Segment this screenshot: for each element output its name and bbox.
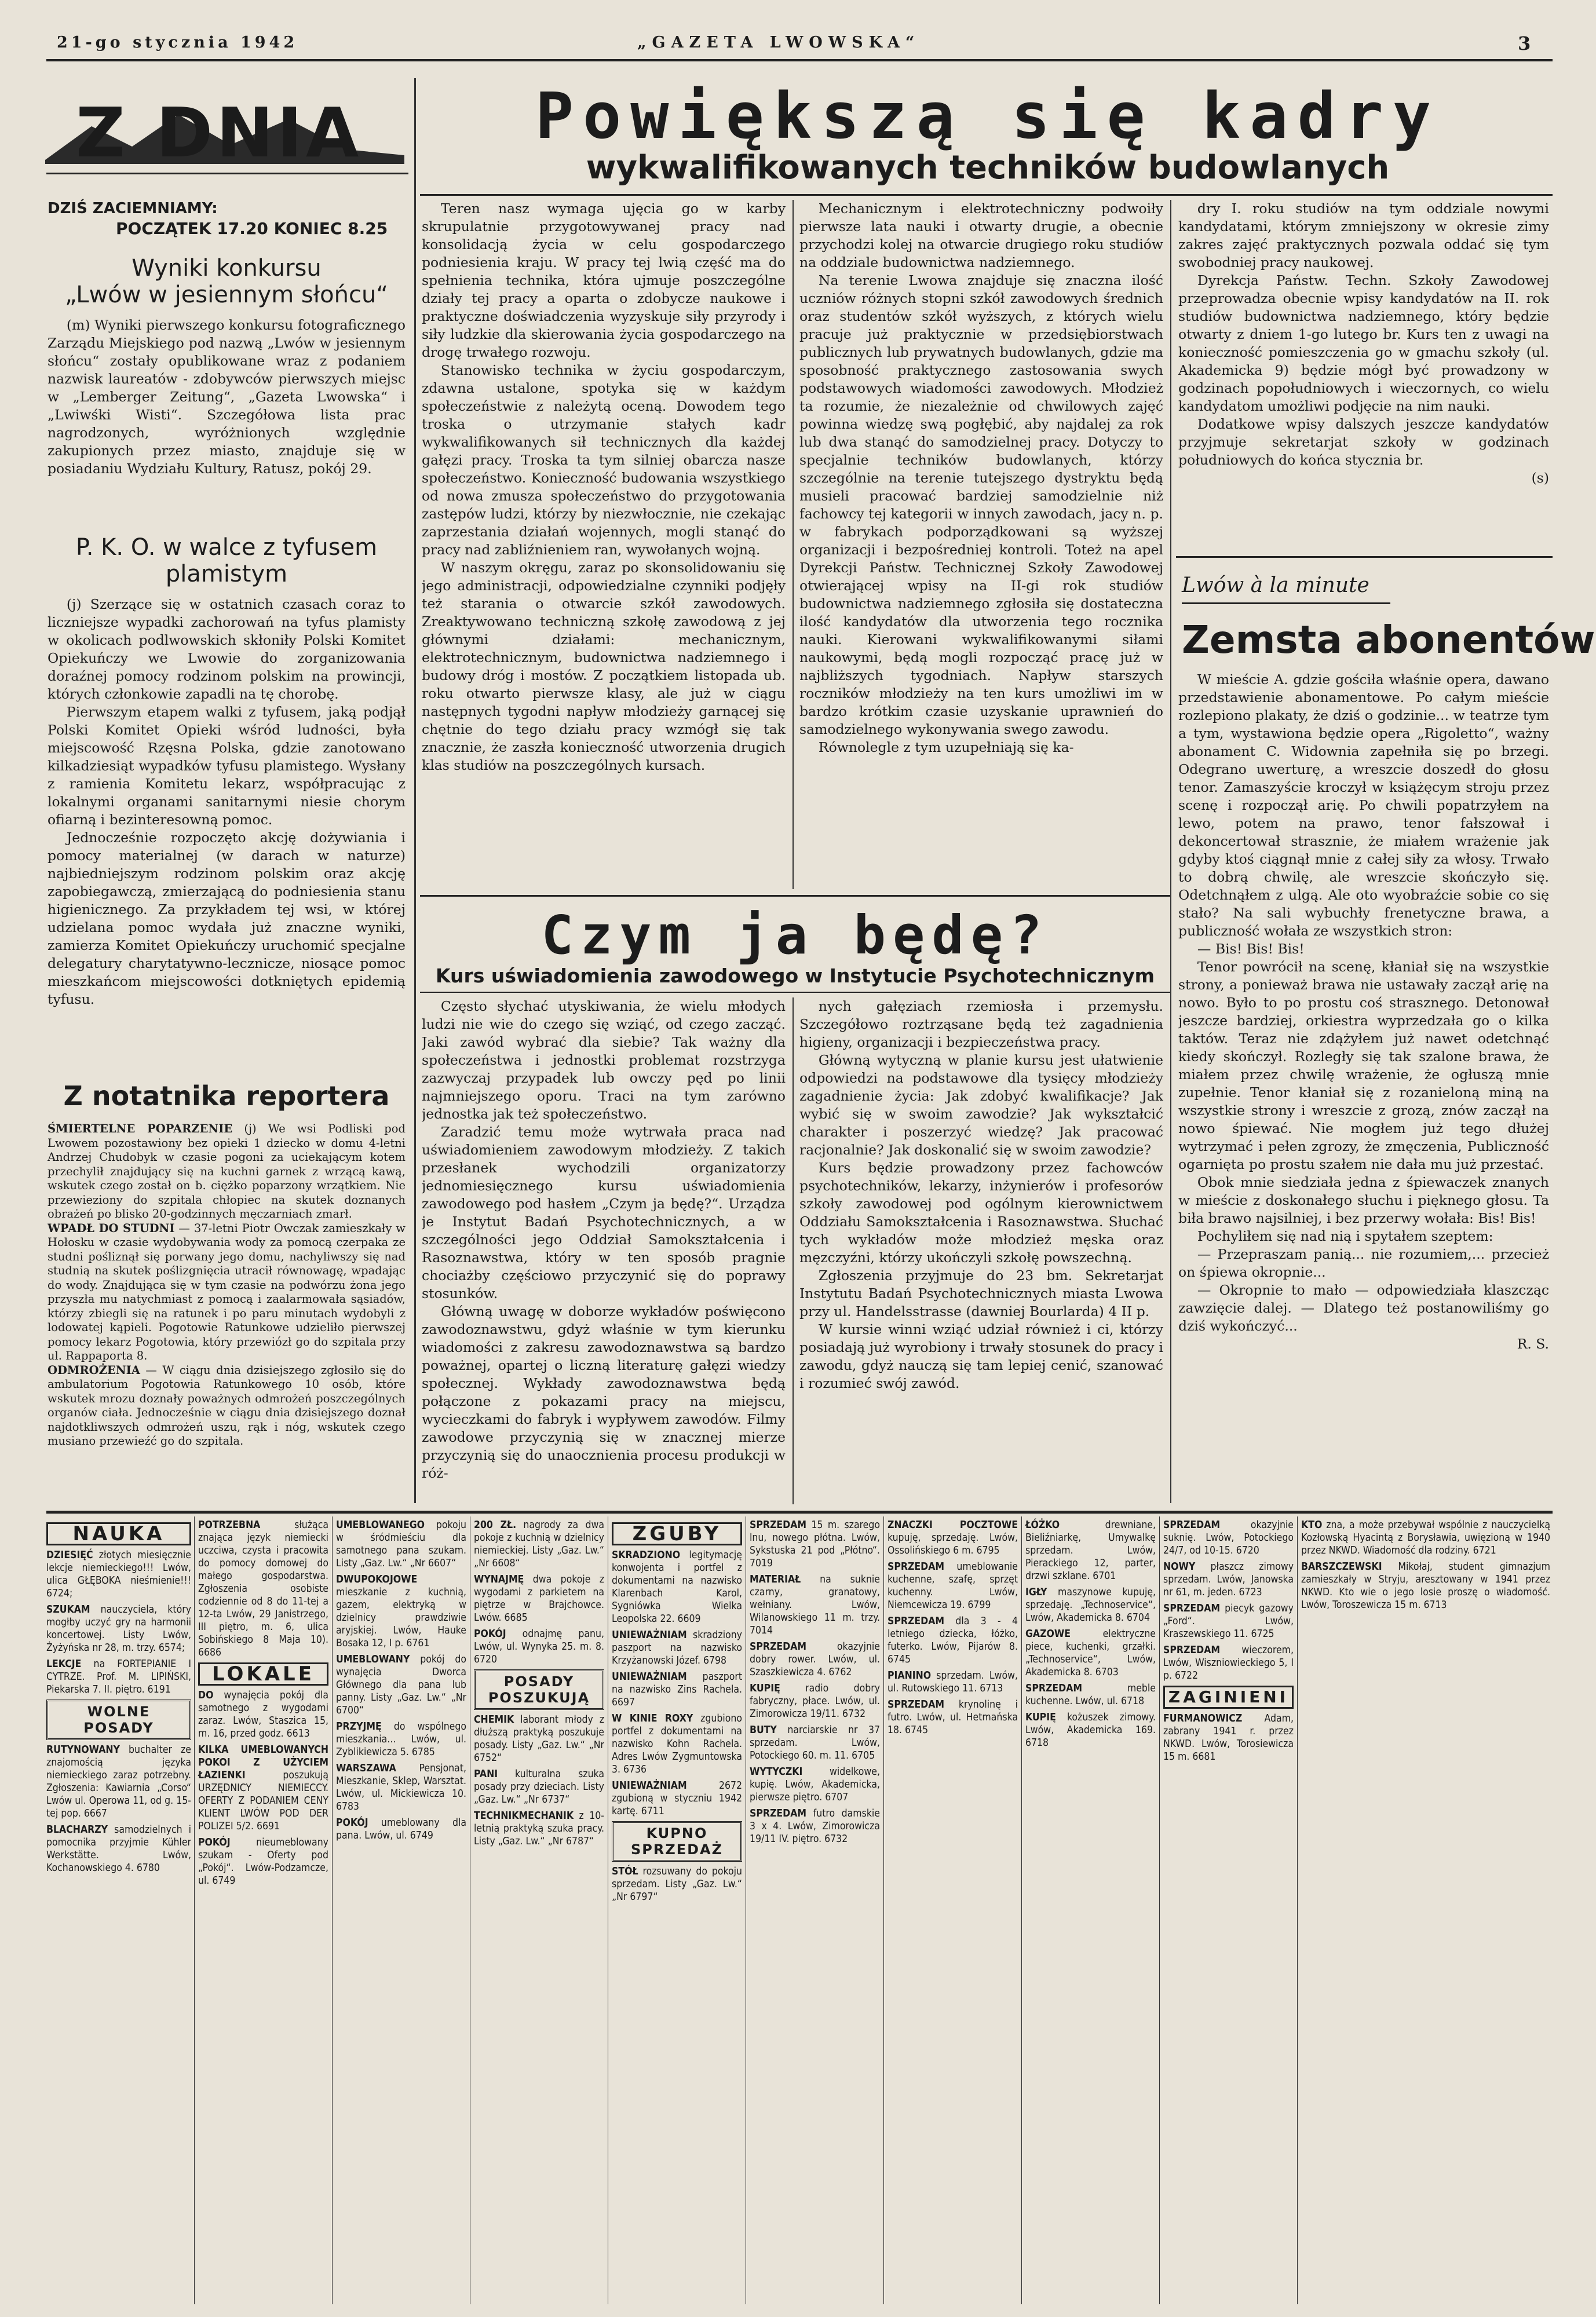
ad-head: SPRZEDAM bbox=[1163, 1644, 1221, 1656]
konkurs-title-1: Wyniki konkursu bbox=[132, 255, 322, 282]
ad-head: BARSZCZEWSKI bbox=[1301, 1561, 1382, 1573]
ad-item bbox=[888, 1519, 1018, 1557]
ad-item bbox=[198, 1519, 328, 1659]
ad-item bbox=[750, 1724, 880, 1762]
ad-text: płaszcz zimowy sprzedam. Lwów, Janowska nr 61, m. jeden. 6723 bbox=[1163, 1561, 1294, 1598]
ad-head: POTRZEBNA bbox=[198, 1519, 261, 1531]
ad-head: UNIEWAŻNIAM bbox=[612, 1671, 687, 1683]
ad-text: laborant młody z dłuższą praktyką poszukuje posady. Listy „Gaz. Lw.“ „Nr 6752“ bbox=[474, 1714, 604, 1764]
ad-head: ZNACZKI POCZTOWE bbox=[888, 1519, 1018, 1531]
ad-text: kupuję, sprzedaję. Lwów, Ossolińskiego 6 m. 6795 bbox=[888, 1532, 1018, 1556]
top-rule bbox=[46, 59, 1553, 61]
ads-box-zguby: ZGUBY bbox=[612, 1522, 742, 1545]
zemsta-p2: — Bis! Bis! Bis! bbox=[1197, 941, 1305, 957]
ad-text: paszport na nazwisko Zins Rachela. 6697 bbox=[612, 1671, 742, 1708]
page-number: 3 bbox=[1518, 32, 1535, 54]
ad-head: KILKA UMEBLOWANYCH POKOI Z UŻYCIEM ŁAZIENKI bbox=[198, 1744, 328, 1781]
ad-text: do wspólnego mieszkania... Lwów, ul. Zyblikiewicza 5. 6785 bbox=[336, 1721, 466, 1758]
ad-item bbox=[612, 1779, 742, 1818]
zdnia-rule bbox=[46, 173, 408, 174]
ad-head: SPRZEDAM bbox=[750, 1641, 807, 1653]
pko-para-3: Jednocześnie rozpoczęto akcję dożywiania i pomocy materialnej (w darach w naturze) najbiedniejszym rodzinom polskim oraz akcję zapobiegawczą, zmierzającą do podniesienia stanu higienicznego. Za przykładem tej wsi, w której udzielana pomoc wydała już znaczne wyniki, zamierza Komitet Opiekuńczy uruchomić specjalne delegatury charytatywno-lecznicze, niosące pomoc mieszkańcom miejscowości dotkniętych epidemią tyfusu. bbox=[48, 829, 406, 1007]
ad-item bbox=[336, 1720, 466, 1759]
blackout-label: DZIŚ ZACIEMNIAMY: bbox=[48, 200, 218, 217]
ad-text: nieumeblowany szukam - Oferty pod „Pokój“. Lwów-Podzamcze, ul. 6749 bbox=[198, 1837, 328, 1887]
ad-head: FURMANOWICZ bbox=[1163, 1713, 1243, 1724]
ad-item bbox=[46, 1823, 191, 1874]
ad-head: TECHNIKMECHANIK bbox=[474, 1810, 574, 1822]
ads-box-zaginieni: ZAGINIENI bbox=[1163, 1686, 1294, 1709]
ad-head: WARSZAWA bbox=[336, 1763, 396, 1774]
ad-head: UNIEWAŻNIAM bbox=[612, 1629, 687, 1641]
ad-item bbox=[612, 1549, 742, 1625]
ad-item bbox=[750, 1640, 880, 1679]
zemsta-p4: Obok mnie siedziała jedna z śpiewaczek znanych w mieście z doskonałego słuchu i pięknego głosu. Ta biła brawo najsilniej, i bez przerwy wołała: Bis! Bis! bbox=[1178, 1174, 1549, 1226]
ad-head: SPRZEDAM bbox=[750, 1519, 807, 1531]
kadry-c2-p1: Mechanicznym i elektrotechniczny podwoiły pierwsze lata nauki i otwarty drugie, a obecnie przychodzi kolej na otwarcie drugiego roku studiów na oddziale budownictwa nadziemnego. bbox=[799, 200, 1163, 271]
ad-head: SPRZEDAM bbox=[888, 1699, 945, 1711]
zdnia-logo-art bbox=[45, 92, 404, 167]
ad-head: IGŁY bbox=[1025, 1587, 1047, 1598]
blackout-times: POCZĄTEK 17.20 KONIEC 8.25 bbox=[116, 219, 388, 238]
ad-head: UMEBLOWANY bbox=[336, 1654, 410, 1665]
ad-text: widelkowe, kupię. Lwów, Akademicka, pierwsze piętro. 6707 bbox=[750, 1766, 880, 1803]
kadry-c1-p3: W naszym okręgu, zaraz po skonsolidowaniu się jego administracji, odpowiedzialne czynniki podjęły też starania o otwarcie szkół zawodowych. Zreaktywowano techniczną szkołę zawodową z jej głównymi działami: mechanicznym, elektrotechnicznym, budownictwa nadziemnego i budowy dróg i mostów. Z początkiem listopada ub. roku otwarto pierwsze klasy, ale już w ciągu następnych tygodni napływ młodzieży garnącej się chętnie do tego działu pracy wzmógł się tak znacznie, że zaszła konieczność utworzenia drugich klas studiów na poszczególnych kursach. bbox=[422, 560, 786, 773]
ad-text: pokoju w śródmieściu dla samotnego pana szukam. Listy „Gaz. Lw.“ „Nr 6607“ bbox=[336, 1519, 466, 1569]
ad-text: nauczyciela, który mogłby uczyć gry na harmonii koncertowej. Listy Lwów, Żyżyńska nr 28, m. trzy. 6574; bbox=[46, 1604, 192, 1654]
ad-text: zna, a może przebywał wspólnie z nauczycielką Kozłowską Hyacintą z Borysławia, uwięzioną w 1940 przez NKWD. Wiadomość dla rodziny. 6721 bbox=[1301, 1519, 1550, 1556]
zdnia-logo bbox=[45, 92, 404, 167]
kadry-c2-p2: Na terenie Lwowa znajduje się znaczna ilość uczniów różnych stopni szkół zawodowych średnich oraz studentów szkół wyższych, z których wielu pracuje już praktycznie w przedsiębiorstwach publicznych lub prywatnych budowlanych, gdzie ma sposobność praktycznego zastosowania swych podstawowych wiadomości zawodowych. Młodzież ta rozumie, że niezależnie od chwilowych zajęć powinna wiedzę swą pogłębić, aby najdalej za rok lub dwa stanąć do samodzielnej pracy. Dotyczy to specjalnie techników budowlanych, którzy szczególnie na terenie tutejszego dystryktu będą musieli pracować bardziej samodzielnie niż fachowcy tej kategorii w innych zawodach, jacy n. p. w fabrykach podporządkowani są wyższej organizacji i bezpośredniej kontroli. Toteż na apel Dyrekcji Państw. Technicznej Szkoły Zawodowej otwierającej wpisy na II-gi rok studiów budownictwa nadziemnego zgłosiła się dostateczna ilość kandydatów dla utworzenia tego rocznika nauki. Kierowani wykwalifikowanymi siłami naukowymi, będą mogli rozpocząć pracę już w najbliższych tygodniach. Napływ starszych roczników młodzieży na ten kurs umożliwi im w bardzo krótkim czasie uzyskanie uprawnień do samodzielnego wykonywania swego zawodu. bbox=[799, 272, 1163, 737]
ad-head: KUPIĘ bbox=[750, 1683, 780, 1694]
ad-item bbox=[474, 1713, 604, 1764]
pko-article bbox=[48, 534, 406, 1076]
ad-head: UNIEWAŻNIAM bbox=[612, 1780, 687, 1792]
czym-c1-p3: Główną uwagę w doborze wykładów poświęcono zawodoznawstwu, gdyż właśnie w tym kierunku wiadomości z zakresu zawodoznawstwa są bardzo poważnej, opartej o liczną literaturę gałęzi wiedzy społecznej. Wykłady zawodoznawstwa będą połączone z pokazami pracy na miejscu, wycieczkami do fabryk i wypływem zawodów. Filmy zawodowe przyczynią się w znacznej mierze przyczynią się do unaocznienia procesu produkcji w róż- bbox=[422, 1303, 786, 1481]
pko-title-1: P. K. O. w walce z tyfusem bbox=[75, 534, 378, 561]
zemsta-article bbox=[1178, 671, 1549, 1505]
kadry-c3-p1: dry I. roku studiów na tym oddziale nowymi kandydatami, którym zmniejszony w okresie zimy zakres zajęć praktycznych pozwala oddać się tym swobodniej pracy naukowej. bbox=[1178, 200, 1549, 271]
ad-item bbox=[612, 1865, 742, 1903]
ad-text: nagrody za dwa pokoje z kuchnią w dzielnicy niemieckiej. Listy „Gaz. Lw.“ „Nr 6608“ bbox=[474, 1519, 604, 1569]
notatnik-title: Z notatnika reportera bbox=[63, 1080, 390, 1112]
ad-item bbox=[1025, 1519, 1156, 1583]
ad-head: DWUPOKOJOWE bbox=[336, 1574, 418, 1585]
ad-item bbox=[750, 1573, 880, 1637]
ad-text: rozsuwany do pokoju sprzedam. Listy „Gaz. Lw.“ „Nr 6797“ bbox=[612, 1866, 742, 1903]
ad-text: buchalter ze znajomością języka niemieckiego zaraz potrzebny. Zgłoszenia: Kawiarnia „Corso“ Lwów ul. Operowa 11, od g. 15-tej pop. 6667 bbox=[46, 1744, 191, 1819]
zemsta-section-underline bbox=[1182, 602, 1390, 604]
ad-item bbox=[888, 1615, 1018, 1666]
ads-col-10 bbox=[1301, 1519, 1550, 2307]
issue-date: 21-go stycznia 1942 bbox=[57, 34, 298, 52]
ad-head: ŁÓŻKO bbox=[1025, 1519, 1060, 1531]
ads-box-lokale: LOKALE bbox=[198, 1662, 328, 1686]
ad-item bbox=[1163, 1560, 1294, 1599]
ad-item bbox=[1301, 1560, 1550, 1611]
czym-c2-p5: W kursie winni wziąć udział również i ci, którzy posiadają już wyrobiony i trwały stosunek do pracy i zawodu, gdyż nauczą się tam lepiej cenić, szanować i rozumieć swój zawód. bbox=[799, 1321, 1163, 1391]
zdnia-logo-text: Z DNIA bbox=[75, 93, 363, 167]
ad-item bbox=[1025, 1586, 1156, 1624]
czym-headline: Czym ja będę? bbox=[541, 904, 1049, 966]
ad-text: poszukują URZĘDNICY NIEMIECCY. OFERTY Z PODANIEM CENY KLIENT LWÓW POD DER POLIZEI 5/2. 6691 bbox=[198, 1770, 328, 1832]
ads-col-7 bbox=[888, 1519, 1018, 2307]
ad-head: SPRZEDAM bbox=[888, 1616, 945, 1627]
ad-item bbox=[198, 1689, 328, 1740]
ad-text: okazyjnie suknię. Lwów, Potockiego 24/7, od 10-15. 6720 bbox=[1163, 1519, 1294, 1556]
konkurs-body: (m) Wyniki pierwszego konkursu fotograficznego Zarządu Miejskiego pod nazwą „Lwów w jesiennym słońcu“ zostały opublikowane wraz z podaniem nazwisk laureatów - zdobywców pierwszych miejsc w „Lemberger Zeitung“, „Gazeta Lwowska“ i „Lwiwśki Wisti“. Szczegółowa lista prac nagrodzonych, wyróżnionych względnie zakupionych przez miasto, znajduje się w posiadaniu Wydziału Kultury, Ratusz, pokój 29. bbox=[48, 317, 406, 477]
kadry-c3-p2: Dyrekcja Państw. Techn. Szkoły Zawodowej przeprowadza obecnie wpisy kandydatów na II. rok studiów budownictwa nadziemnego, który będzie otwarty z dniem 1-go lutego br. Kurs ten z uwagi na konieczność pomieszczenia go w gmachu szkoły (ul. Akademicka 9) będzie mógł być prowadzony w godzinach popołudniowych i wieczornych, co wielu kandydatom umożliwi podjęcie na nim nauki. bbox=[1178, 272, 1549, 414]
ad-head: MATERIAŁ bbox=[750, 1574, 801, 1585]
czym-rule-top bbox=[420, 895, 1170, 897]
ad-head: NOWY bbox=[1163, 1561, 1196, 1573]
czym-c2-p4: Zgłoszenia przyjmuje do 23 bm. Sekretarjat Instytutu Badań Psychotechnicznych miasta Lwowa przy ul. Handelsstrasse (dawniej Bourlarda) 4 II p. bbox=[799, 1267, 1163, 1320]
ad-text: dla 3 - 4 letniego dziecka, łóżko, futerko. Lwów, Pijarów 8. 6745 bbox=[888, 1616, 1018, 1665]
kadry-col-1 bbox=[422, 200, 786, 889]
ad-item bbox=[750, 1807, 880, 1845]
zemsta-signature: R. S. bbox=[1517, 1336, 1549, 1352]
ads-rule-top bbox=[46, 1511, 1553, 1514]
czym-subheadline: Kurs uświadomienia zawodowego w Instytucie Psychotechnicznym bbox=[436, 964, 1155, 987]
kadry-c1-p2: Stanowisko technika w życiu gospodarczym, zdawna ustalone, spotyka się w każdym społeczeństwie z należytą oceną. Dowodem tego troska o utrzymanie stałych kadr wykwalifikowanych sił technicznych dla każdej gałęzi pracy. Troska ta tym silniej obarcza nasze społeczeństwo. Konieczność budowania wszystkiego od nowa zmusza społeczeństwo do przygotowania zastępów ludzi, którzy by niezwłocznie, nie czekając zaprzestania działań wojennych, mogli stanąć do pracy nad zabliźnieniem ran, wywołanych wojną. bbox=[422, 362, 786, 558]
ad-item bbox=[612, 1712, 742, 1776]
czym-c2-p3: Kurs będzie prowadzony przez fachowców psychotechników, lekarzy, inżynierów i profesorów szkoły zawodowej pod ogólnym kierownictwem Oddziału Samokształcenia i Rasoznawstwa. Słuchać tych wykładów może młodzież męska oraz męzczyźni, którzy ukończyli szkołę powszechną. bbox=[799, 1160, 1163, 1266]
ad-text: odnajmę panu, Lwów, ul. Wynyka 25. m. 8. 6720 bbox=[474, 1628, 604, 1665]
zemsta-p3: Tenor powrócił na scenę, kłaniał się na wszystkie strony, a ponieważ brawa nie ustawały zaczął arię na nowo. Było to po prostu coś strasznego. Detonował jeszcze bardziej, orkiestra wyprzedzała go o kilka taktów. Teraz nie zdążyłem już nawet odetchnąć kiedy skończył. Rozległy się tak szalone brawa, że miałem przez chwilę wrażenie, że ogłuszą mnie zupełnie. Tenor kłaniał się z rozanieloną miną na wszystkie strony i wreszcie z grozą, znów zaczął na nowo śpiewać. Nie mogłem już tego dłużej wytrzymać i pełen zgrozy, że zmęczenia, Publiczność ogarnięta po prostu szałem nie dała mu już przestać. bbox=[1178, 959, 1549, 1172]
ad-text: drewniane, Bieliźniarkę, Umywalkę sprzedam. Lwów, Pierackiego 12, parter, drzwi szklane. 6701 bbox=[1025, 1519, 1156, 1582]
notatnik-text-1: (j) We wsi Podliski pod Lwowem pozostawiony bez opieki 1 dziecko w domu 4-letni Andrzej Chudobyk w czasie pogoni za uciekającym kotem przechylił znajdujący się na kuchni garnek z wrzącą kawą, wskutek czego został on b. ciężko poparzony wrzątkiem. Nie przewieziony do szpitala chłopiec na skutek doznanych obrażeń po blisko 20-godzinnych męczarniach zmarł. bbox=[48, 1122, 406, 1220]
ads-col-5 bbox=[612, 1519, 742, 2307]
ads-divider bbox=[1021, 1516, 1022, 2304]
column-divider-right bbox=[1170, 200, 1171, 1503]
ad-item bbox=[336, 1762, 466, 1813]
ad-item bbox=[336, 1653, 466, 1717]
ads-col-4 bbox=[474, 1519, 604, 2307]
ad-head: WYNAJMĘ bbox=[474, 1574, 524, 1585]
column-divider-left bbox=[414, 78, 416, 1503]
ad-text: dwa pokoje z wygodami z parkietem na piętrze w Brajchowce. Lwów. 6685 bbox=[474, 1574, 604, 1624]
ad-head: 200 ZŁ. bbox=[474, 1519, 517, 1531]
ad-head: PRZYJMĘ bbox=[336, 1721, 382, 1733]
ad-item bbox=[1163, 1644, 1294, 1682]
pko-para-1: (j) Szerzące się w ostatnich czasach coraz to liczniejsze wypadki zachorowań na tyfus plamisty w okolicach podlwowskich skłoniły Polski Komitet Opiekuńczy we Lwowie do zorganizowania doraźnej pomocy rodzinom polskim na prowincji, których członkowie zapadli na tę chorobę. bbox=[48, 596, 406, 702]
ad-head: PANI bbox=[474, 1768, 498, 1780]
ad-item bbox=[1301, 1519, 1550, 1557]
ad-item bbox=[750, 1766, 880, 1804]
ads-divider bbox=[1159, 1516, 1160, 2304]
ad-head: SPRZEDAM bbox=[1025, 1683, 1083, 1694]
ad-head: POKÓJ bbox=[336, 1817, 368, 1829]
notatnik-head-2: WPADŁ DO STUDNI bbox=[48, 1221, 175, 1235]
ad-item bbox=[1163, 1602, 1294, 1640]
ad-head: CHEMIK bbox=[474, 1714, 514, 1726]
ads-box-posady-poszukuja: POSADY POSZUKUJĄ bbox=[474, 1669, 604, 1710]
ads-box-kupno-sprzedaz: KUPNO SPRZEDAŻ bbox=[612, 1821, 742, 1862]
ads-divider bbox=[1297, 1516, 1298, 2304]
ad-text: radio dobry fabryczny, płace. Lwów, ul. Zimorowicza 19/11. 6732 bbox=[750, 1683, 881, 1720]
ad-head: SPRZEDAM bbox=[888, 1561, 945, 1573]
ad-item bbox=[46, 1549, 191, 1600]
ad-item bbox=[750, 1682, 880, 1720]
notatnik-text-2: — 37-letni Piotr Owczak zamieszkały w Hołosku w czasie wydobywania wody za pomocą czerpaka ze studni pośliznął się porwany jego domu, nachyliwszy się nad studnią na skutek poślizgnięcia utracił równowagę, wpadając do wody. Znajdująca się w tym czasie na podwórzu żona jego przyszła mu natychmiast z pomocą i zaalarmowała sąsiadów, którzy zbiegli się na ratunek i po paru minutach wydobyli z lodowatej kąpieli. Pogotowie Ratunkowe udzieliło pierwszej pomocy lekarz Pogotowia, który przewiózł go do szpitala przy ul. Rappaporta 8. bbox=[48, 1221, 406, 1362]
kadry-headline: Powiększą się kadry bbox=[535, 79, 1441, 153]
ad-item bbox=[46, 1744, 191, 1820]
ad-text: elektryczne piece, kuchenki, grzałki. „Technoservice“, Lwów, Akademicka 8. 6703 bbox=[1025, 1628, 1156, 1678]
zemsta-p7: — Okropnie to mało — odpowiedziała klaszcząc zawzięcie dalej. — Dlatego też postanowiliśmy go dziś wykończyć... bbox=[1178, 1282, 1549, 1334]
ad-head: WYTYCZKI bbox=[750, 1766, 803, 1778]
ad-item bbox=[474, 1628, 604, 1666]
ad-item bbox=[198, 1836, 328, 1887]
ad-head: GAZOWE bbox=[1025, 1628, 1071, 1640]
ad-head: POKÓJ bbox=[198, 1837, 231, 1848]
konkurs-title-2: „Lwów w jesiennym słońcu“ bbox=[64, 282, 389, 308]
ad-item bbox=[1025, 1682, 1156, 1708]
ad-text: meble kuchenne. Lwów, ul. 6718 bbox=[1025, 1683, 1156, 1707]
kadry-divider-1 bbox=[792, 200, 794, 889]
czym-col-2 bbox=[799, 997, 1163, 1504]
zemsta-title: Zemsta abonentów bbox=[1182, 617, 1595, 662]
notatnik-article bbox=[48, 1080, 406, 1500]
ad-item bbox=[336, 1573, 466, 1650]
ad-head: SZUKAM bbox=[46, 1604, 90, 1616]
ad-item bbox=[888, 1698, 1018, 1737]
ad-item bbox=[46, 1603, 191, 1654]
ad-head: LEKCJE bbox=[46, 1658, 82, 1670]
ad-item bbox=[46, 1658, 191, 1696]
kadry-c1-p1: Teren nasz wymaga ujęcia go w karby skrupulatnie przygotowywanej pracy nad konsolidacją życia w celu gospodarczego podniesienia kraju. W pracy tej lwią część ma do spełnienia technika, która ujmuje poszczególne działy tej pracy a oparta o zdobycze naukowe i praktyczne doświadczenia wyzyskuje siły przyrody i siły ludzkie dla skierowania życia gospodarczego na drogę trwałego rozwoju. bbox=[422, 200, 786, 360]
ad-head: KUPIĘ bbox=[1025, 1712, 1056, 1723]
ad-head: BLACHARZY bbox=[46, 1824, 108, 1836]
ad-text: pokój do wynajęcia Dworca Głównego dla pana lub panny. Listy „Gaz. Lw.“ „Nr 6700“ bbox=[336, 1654, 466, 1716]
zemsta-section-label: Lwów à la minute bbox=[1182, 573, 1369, 597]
ad-head: SPRZEDAM bbox=[1163, 1519, 1221, 1531]
ad-text: skradziony paszport na nazwisko Krzyżanowski Józef. 6798 bbox=[612, 1629, 742, 1667]
czym-c1-p1: Często słychać utyskiwania, że wielu młodych ludzi nie wie do czego się wziąć, od czego zacząć. Jaki zawód wybrać dla siebie? Tak ważny dla społeczeństwa i jednostki problemat rozstrzyga zazwyczaj przypadek lub owczy pęd po linii najmniejszego oporu. Traci na tym zarówno jednostka jak też społeczeństwo. bbox=[422, 998, 786, 1122]
ad-head: DO bbox=[198, 1690, 214, 1701]
ad-head: SPRZEDAM bbox=[1163, 1603, 1221, 1614]
ad-text: piecyk gazowy „Ford“. Lwów, Kraszewskiego 11. 6725 bbox=[1163, 1603, 1294, 1640]
ad-text: z 10-letnią praktyką szuka pracy. Listy „Gaz. Lw.“ „Nr 6787“ bbox=[474, 1810, 604, 1847]
ads-col-3 bbox=[336, 1519, 466, 2307]
ad-text: samodzielnych i pomocnika przyjmie Kühler Werkstätte. Lwów, Kochanowskiego 4. 6780 bbox=[46, 1824, 191, 1874]
ad-text: Adam, zabrany 1941 r. przez NKWD. Lwów, Torosiewicza 15 m. 6681 bbox=[1163, 1713, 1294, 1763]
paper-name: „GAZETA LWOWSKA“ bbox=[637, 34, 921, 52]
ad-text: służąca znająca język niemiecki uczciwa, czysta i pracowita do pomocy domowej do małego gospodarstwa. Zgłoszenia osobiste codziennie od 8 do 11-tej a 12-ta Lwów, 29 Janistrzego, III piętro, m. 6, ulica Sobińskiego 8 Maja 10). 6686 bbox=[198, 1519, 328, 1658]
kadry-signature: (s) bbox=[1531, 470, 1549, 486]
ad-head: STÓŁ bbox=[612, 1866, 638, 1877]
ad-text: 2672 zgubioną w styczniu 1942 kartę. 6711 bbox=[612, 1780, 742, 1817]
czym-rule-bottom bbox=[420, 992, 1170, 993]
ad-head: POKÓJ bbox=[474, 1628, 506, 1640]
ad-item bbox=[1025, 1711, 1156, 1749]
notatnik-head-3: ODMROŻENIA bbox=[48, 1363, 140, 1377]
ad-text: legitymację konwojenta i portfel z dokumentami na nazwisko Klarenbach Karol, Sygniówka Wielka Leopolska 22. 6609 bbox=[612, 1549, 742, 1625]
ads-col-8 bbox=[1025, 1519, 1156, 2307]
ad-item bbox=[750, 1519, 880, 1570]
ad-head: W KINIE ROXY bbox=[612, 1713, 693, 1724]
pko-para-2: Pierwszym etapem walki z tyfusem, jaką podjął Polski Komitet Opieki wśród ludności, była miejscowość Rzęsna Polska, gdzie zanotowano kilkadziesiąt wypadków tyfusu plamistego. Wysłany z ramienia Komitetu lekarz, współpracując z lokalnymi organami sanitarnymi niesie chorym ofiarną i bezinteresowną pomoc. bbox=[48, 704, 406, 828]
czym-c1-p2: Zaradzić temu może wytrwała praca nad uświadomieniem zawodowym młodzieży. Z takich przesłanek wychodzili organizatorzy jednomiesięcznego kursu uświadomienia zawodowego pod hasłem „Czym ja będę?“. Urządza je Instytut Badań Psychotechnicznych, a w szczególności jego Oddział Samokształcenia i Rasoznawstwa, który w ten sposób pragnie chociażby częściowo przyczynić się do poprawy stosunków. bbox=[422, 1124, 786, 1302]
kadry-c3-p3: Dodatkowe wpisy dalszych jeszcze kandydatów przyjmuje sekretarjat szkoły w godzinach południowych do końca stycznia br. bbox=[1178, 416, 1549, 468]
ad-text: wieczorem, Lwów, Wiszniowieckiego 5, I p. 6722 bbox=[1163, 1644, 1294, 1682]
czym-c2-p2: Główną wytyczną w planie kursu jest ułatwienie odpowiedzi na podstawowe dla tysięcy młodzieży zagadnienie życia: Jak zdobyć kwalifikacje? Jak wybić się w swoim zawodzie? Jak wykształcić charakter i poszerzyć wiedzę? Jak pracować racjonalnie? Jak doskonalić się w swoim zawodzie? bbox=[799, 1052, 1163, 1158]
ad-item bbox=[336, 1817, 466, 1842]
kadry-rule bbox=[420, 194, 1553, 196]
ad-item bbox=[198, 1744, 328, 1833]
zemsta-p1: W mieście A. gdzie gościła właśnie opera, dawano przedstawienie abonamentowe. Po całym mieście rozlepiono plakaty, że dziś o godzinie... w teatrze tym a tym, wystawiona będzie opera „Rigoletto“, ważny abonament C. Widownia zapełniła się po brzegi. Odegrano uwerturę, a wreszcie doszedł do głosu tenor. Zamaszyście kroczył w książęcym stroju przez scenę i rozpoczął arię. Po chwili popatrzyłem na lewo, potem na prawo, tenor fałszował i dekoncertował strasznie, że miałem wrażenie jak gdyby ktoś ciągnął mnie z całej siły za włosy. Trwało to dobrą chwilę, ale wreszcie skończyło się. Odetchnąłem z ulgą. Ale oto wyobraźcie sobie co się stało? Na sali wybuchły frenetyczne brawa, a publiczność wołała ze wszystkich stron: bbox=[1178, 671, 1549, 939]
ad-item bbox=[474, 1768, 604, 1806]
ad-item bbox=[474, 1810, 604, 1848]
ads-divider bbox=[883, 1516, 884, 2304]
kadry-col-2 bbox=[799, 200, 1163, 889]
ad-head: UMEBLOWANEGO bbox=[336, 1519, 425, 1531]
ad-item bbox=[888, 1560, 1018, 1611]
ads-col-9 bbox=[1163, 1519, 1294, 2307]
notatnik-head-1: ŚMIERTELNE POPARZENIE bbox=[48, 1122, 233, 1135]
ad-text: na FORTEPIANIE I CYTRZE. Prof. M. LIPIŃSKI, Piekarska 7. II. piętro. 6191 bbox=[46, 1658, 191, 1695]
pko-title-2: plamistym bbox=[165, 561, 288, 587]
ad-head: BUTY bbox=[750, 1724, 777, 1736]
ad-text: zgubiono portfel z dokumentami na nazwisko Kohn Rachela. Adres Lwów Zygmuntowska 3. 6736 bbox=[612, 1713, 743, 1775]
czym-c2-p1: nych gałęziach rzemiosła i przemysłu. Szczegółowo roztrząsane będą też zagadnienia higieny, organizacji i bezpieczeństwa pracy. bbox=[799, 998, 1163, 1050]
notatnik-text-3: — W ciągu dnia dzisiejszego zgłosiło się do ambulatorium Pogotowia Ratunkowego 10 osób, które wskutek mrozu doznały poważnych odmrożeń poszczególnych organów ciała. Jednocześnie w ciągu dnia dzisiejszego doznał najdotkliwszych odmrożeń uszu, rąk i nóg, wskutek czego musiano przewieźć go do szpitala. bbox=[48, 1363, 406, 1448]
ad-text: 15 m. szarego lnu, nowego płótna. Lwów, Sykstuska 21 pod „Płótno“. 7019 bbox=[750, 1519, 880, 1569]
ad-item bbox=[612, 1629, 742, 1667]
ads-divider bbox=[194, 1516, 195, 2304]
konkurs-article bbox=[48, 255, 406, 527]
zemsta-rule-top bbox=[1176, 556, 1553, 558]
ad-text: krynolinę i futro. Lwów, ul. Hetmańska 18. 6745 bbox=[888, 1699, 1018, 1736]
ad-item bbox=[612, 1671, 742, 1709]
czym-col-1 bbox=[422, 997, 786, 1504]
ad-text: futro damskie 3 x 4. Lwów, Zimorowicza 19/11 IV. piętro. 6732 bbox=[750, 1808, 880, 1845]
ad-text: sprzedam. Lwów, ul. Rutowskiego 11. 6713 bbox=[888, 1670, 1018, 1694]
ad-text: okazyjnie dobry rower. Lwów, ul. Szaszkiewicza 4. 6762 bbox=[750, 1641, 880, 1678]
ad-head: RUTYNOWANY bbox=[46, 1744, 120, 1756]
ad-text: narciarskie nr 37 sprzedam. Lwów, Potockiego 60. m. 11. 6705 bbox=[750, 1724, 880, 1761]
kadry-subheadline: wykwalifikowanych techników budowlanych bbox=[586, 149, 1390, 187]
ad-item bbox=[1163, 1519, 1294, 1557]
zemsta-p6: — Przepraszam panią... nie rozumiem,... przecież on śpiewa okropnie... bbox=[1178, 1246, 1549, 1280]
ad-text: umeblowany dla pana. Lwów, ul. 6749 bbox=[336, 1817, 466, 1841]
ad-head: PIANINO bbox=[888, 1670, 932, 1682]
ad-text: mieszkanie z kuchnią, gazem, elektryką w dzielnicy prawdziwie aryjskiej. Lwów, Hauke Bosaka 12, I p. 6761 bbox=[336, 1587, 466, 1649]
ad-text: kożuszek zimowy. Lwów, Akademicka 169. 6718 bbox=[1025, 1712, 1156, 1749]
ad-item bbox=[1163, 1712, 1294, 1763]
ads-col-1 bbox=[46, 1519, 191, 2307]
kadry-c2-p3: Równolegle z tym uzupełniają się ka- bbox=[818, 739, 1074, 755]
ad-text: na suknie czarny, granatowy, wełniany. Lwów, Wilanowskiego 11 m. trzy. 7014 bbox=[750, 1574, 880, 1636]
ad-head: SKRADZIONO bbox=[612, 1549, 681, 1561]
ad-text: kulturalna szuka posady przy dzieciach. Listy „Gaz. Lw.“ „Nr 6737“ bbox=[474, 1768, 605, 1806]
ads-box-wolne-posady: WOLNE POSADY bbox=[46, 1700, 191, 1740]
ad-text: złotych miesięcznie lekcje niemieckiego!!! Lwów, ulica GŁĘBOKA nieśmienie!!! 6724; bbox=[46, 1549, 191, 1599]
ad-item bbox=[474, 1519, 604, 1570]
ad-head: SPRZEDAM bbox=[750, 1808, 807, 1819]
ad-head: DZIESIĘĆ bbox=[46, 1549, 93, 1561]
ad-item bbox=[474, 1573, 604, 1624]
ad-text: Pensjonat, Mieszkanie, Sklep, Warsztat. Lwów, ul. Mickiewicza 10. 6783 bbox=[336, 1763, 466, 1812]
ad-text: umeblowanie kuchenne, szafę, sprzęt kuchenny. Lwów, Niemcewicza 19. 6799 bbox=[888, 1561, 1018, 1611]
ads-box-nauka: NAUKA bbox=[46, 1522, 191, 1545]
ad-item bbox=[1025, 1628, 1156, 1679]
ad-text: wynajęcia pokój dla samotnego z wygodami zaraz. Lwów, Staszica 15, m. 16, przed godz. 6613 bbox=[198, 1690, 328, 1739]
ads-divider bbox=[332, 1516, 333, 2304]
ad-text: maszynowe kupuję, sprzedaję. „Technoservice“, Lwów, Akademicka 8. 6704 bbox=[1025, 1587, 1156, 1624]
ad-item bbox=[336, 1519, 466, 1570]
kadry-col-3 bbox=[1178, 200, 1549, 547]
ad-text: Mikołaj, student gimnazjum zamieszkały w Stryju, aresztowany w 1941 przez NKWD. Kto wie o jego losie proszę o wiadomość. Lwów, Toroszewicza 15 m. 6713 bbox=[1301, 1561, 1551, 1611]
ad-item bbox=[888, 1669, 1018, 1695]
czym-divider bbox=[792, 997, 794, 1504]
ads-col-6 bbox=[750, 1519, 880, 2307]
ads-col-2 bbox=[198, 1519, 328, 2307]
zemsta-p5: Pochyliłem się nad nią i spytałem szeptem: bbox=[1197, 1228, 1493, 1244]
ad-head: KTO bbox=[1301, 1519, 1323, 1531]
